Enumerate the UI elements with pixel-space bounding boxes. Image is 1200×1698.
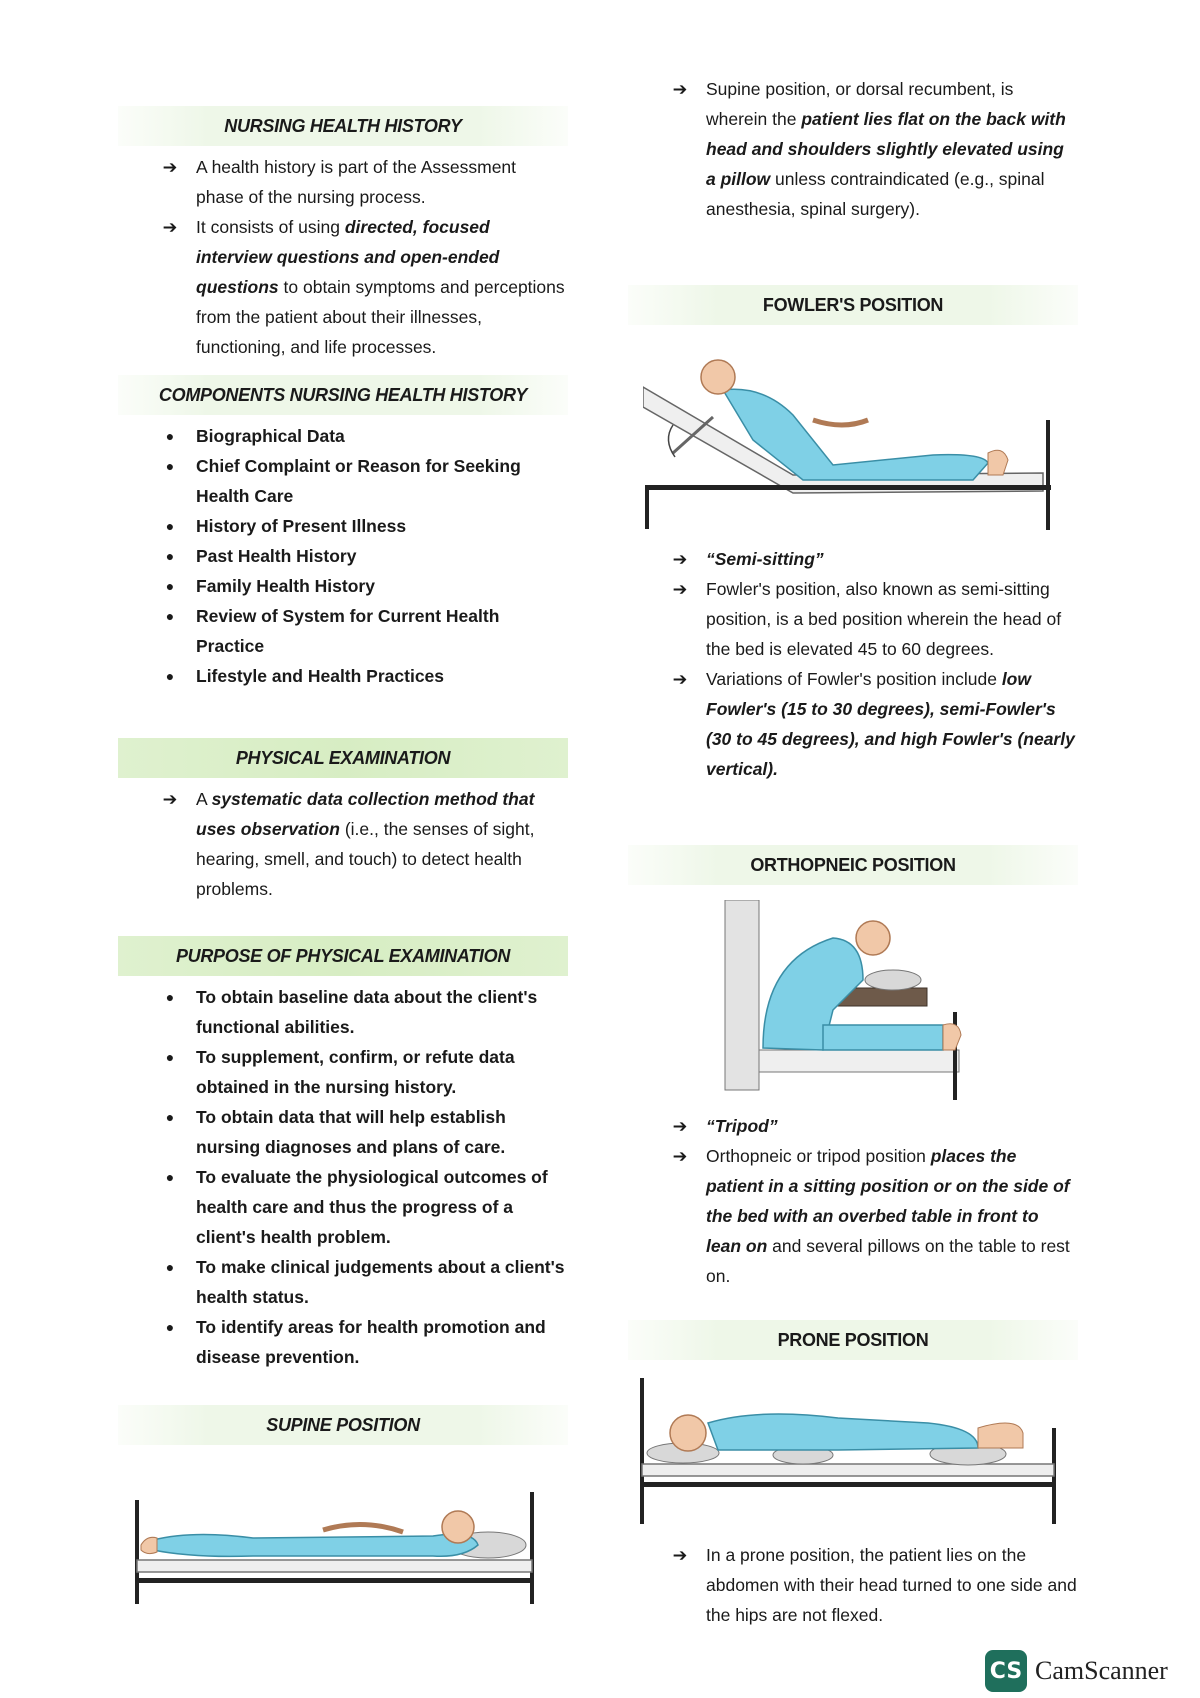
bullet-text: To obtain data that will help establish nursing diagnoses and plans of care. [196, 1107, 506, 1157]
supine-description-list [628, 74, 1078, 224]
emphasis-text: “Tripod” [706, 1116, 778, 1136]
bullet-list-item [118, 982, 568, 1042]
purpose-list [118, 982, 568, 1372]
components-heading: COMPONENTS NURSING HEALTH HISTORY [118, 375, 568, 415]
bullet-list-item [118, 1162, 568, 1252]
arrow-icon: ➔ [672, 669, 688, 689]
purpose-heading: PURPOSE OF PHYSICAL EXAMINATION [118, 936, 568, 976]
arrow-list-item [628, 574, 1078, 664]
arrow-list-item [628, 74, 1078, 224]
camscanner-label: CamScanner [1035, 1656, 1168, 1685]
bullet-icon: ● [165, 1259, 175, 1275]
bullet-icon: ● [165, 548, 175, 564]
arrow-list-item [628, 1141, 1078, 1291]
fowler-heading: FOWLER'S POSITION [628, 285, 1078, 325]
body-text: Orthopneic or tripod position [706, 1146, 931, 1166]
body-text: A [196, 789, 212, 809]
bullet-text: To identify areas for health promotion and disease prevention. [196, 1317, 546, 1367]
components-list [118, 421, 568, 691]
bullet-text: To obtain baseline data about the client's functional abilities. [196, 987, 538, 1037]
arrow-list-item [118, 212, 568, 362]
bullet-list-item [118, 1252, 568, 1312]
emphasis-text: low Fowler's (15 to 30 degrees), semi-Fowler's (30 to 45 degrees), and high Fowler's (nearly vertical). [706, 669, 1075, 779]
nursing-history-list [118, 152, 568, 362]
bullet-list-item [118, 511, 568, 541]
arrow-icon: ➔ [672, 1545, 688, 1565]
supine-position-illustration [133, 1490, 553, 1610]
bullet-list-item [118, 451, 568, 511]
body-text: Variations of Fowler's position include [706, 669, 1002, 689]
prone-heading: PRONE POSITION [628, 1320, 1078, 1360]
arrow-list-item [118, 784, 568, 904]
bullet-list-item [118, 1102, 568, 1162]
orthopneic-heading: ORTHOPNEIC POSITION [628, 845, 1078, 885]
arrow-icon: ➔ [672, 1146, 688, 1166]
bullet-icon: ● [165, 428, 175, 444]
bullet-list-item [118, 1312, 568, 1372]
bullet-icon: ● [165, 518, 175, 534]
arrow-icon: ➔ [162, 789, 178, 809]
bullet-icon: ● [165, 1319, 175, 1335]
emphasis-text: places the patient in a sitting position or on the side of the bed with an overbed table in front to lean on [706, 1146, 1070, 1256]
bullet-text: Chief Complaint or Reason for Seeking Health Care [196, 456, 521, 506]
body-text: It consists of using [196, 217, 345, 237]
bullet-icon: ● [165, 989, 175, 1005]
arrow-list-item [628, 664, 1078, 784]
arrow-list-item [628, 1540, 1078, 1630]
prone-position-illustration [638, 1378, 1058, 1528]
emphasis-text: directed, focused interview questions and open-ended questions [196, 217, 500, 297]
body-text: In a prone position, the patient lies on the abdomen with their head turned to one side and the hips are not flexed. [706, 1545, 1077, 1625]
bullet-icon: ● [165, 1109, 175, 1125]
arrow-list-item [118, 152, 568, 212]
arrow-icon: ➔ [672, 1116, 688, 1136]
bullet-text: To make clinical judgements about a client's health status. [196, 1257, 565, 1307]
arrow-icon: ➔ [672, 79, 688, 99]
camscanner-watermark [985, 1650, 1180, 1692]
body-text: (i.e., the senses of sight, hearing, smell, and touch) to detect health problems. [196, 819, 535, 899]
arrow-icon: ➔ [162, 157, 178, 177]
bullet-list-item [118, 601, 568, 661]
bullet-text: Family Health History [196, 576, 375, 596]
bullet-text: Biographical Data [196, 426, 345, 446]
body-text: Supine position, or dorsal recumbent, is wherein the [706, 79, 1014, 129]
bullet-list-item [118, 661, 568, 691]
fowler-list [628, 544, 1078, 784]
bullet-icon: ● [165, 458, 175, 474]
bullet-text: Lifestyle and Health Practices [196, 666, 445, 686]
fowler-position-illustration [643, 345, 1053, 530]
emphasis-text: “Semi-sitting” [706, 549, 824, 569]
camscanner-badge: CS [985, 1650, 1027, 1692]
bullet-list-item [118, 1042, 568, 1102]
body-text: Fowler's position, also known as semi-sitting position, is a bed position wherein the head of the bed is elevated 45 to 60 degrees. [706, 579, 1062, 659]
arrow-icon: ➔ [672, 549, 688, 569]
orthopneic-position-illustration [723, 900, 973, 1100]
body-text: and several pillows on the table to rest on. [706, 1236, 1070, 1286]
supine-heading: SUPINE POSITION [118, 1405, 568, 1445]
prone-list [628, 1540, 1078, 1630]
bullet-text: History of Present Illness [196, 516, 407, 536]
bullet-text: Past Health History [196, 546, 357, 566]
arrow-icon: ➔ [162, 217, 178, 237]
arrow-icon: ➔ [672, 579, 688, 599]
bullet-text: To evaluate the physiological outcomes of health care and thus the progress of a client's health problem. [196, 1167, 548, 1247]
bullet-icon: ● [165, 608, 175, 624]
bullet-icon: ● [165, 1169, 175, 1185]
bullet-list-item [118, 421, 568, 451]
body-text: to obtain symptoms and perceptions from the patient about their illnesses, functioning, and life processes. [196, 277, 565, 357]
bullet-list-item [118, 571, 568, 601]
emphasis-text: systematic data collection method that uses observation [196, 789, 535, 839]
bullet-icon: ● [165, 1049, 175, 1065]
arrow-list-item [628, 544, 1078, 574]
body-text: unless contraindicated (e.g., spinal anesthesia, spinal surgery). [706, 169, 1045, 219]
nursing-history-heading: NURSING HEALTH HISTORY [118, 106, 568, 146]
bullet-text: Review of System for Current Health Practice [196, 606, 500, 656]
orthopneic-list [628, 1111, 1078, 1291]
physical-exam-list [118, 784, 568, 904]
bullet-icon: ● [165, 668, 175, 684]
bullet-icon: ● [165, 578, 175, 594]
emphasis-text: patient lies flat on the back with head and shoulders slightly elevated using a pillow [706, 109, 1066, 189]
physical-exam-heading: PHYSICAL EXAMINATION [118, 738, 568, 778]
bullet-list-item [118, 541, 568, 571]
arrow-list-item [628, 1111, 1078, 1141]
body-text: A health history is part of the Assessment phase of the nursing process. [196, 157, 517, 207]
bullet-text: To supplement, confirm, or refute data obtained in the nursing history. [196, 1047, 515, 1097]
